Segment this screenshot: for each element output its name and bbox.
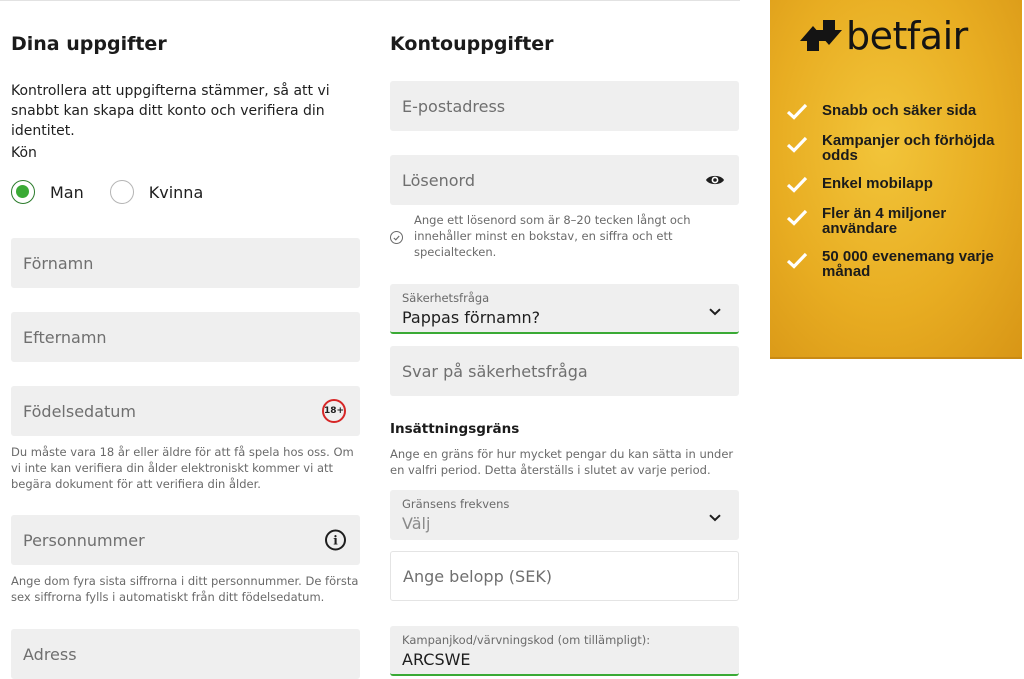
promo-code-label: Kampanjkod/värvningskod (om tillämpligt): <box>402 633 651 647</box>
promo-feature-text: Enkel mobilapp <box>822 175 933 192</box>
deposit-amount-placeholder: Ange belopp (SEK) <box>403 566 553 586</box>
radio-checked-icon <box>11 180 35 204</box>
personal-number-input[interactable] <box>11 515 360 565</box>
betfair-logo-text: betfair <box>846 14 968 58</box>
gender-radio-man[interactable] <box>11 180 84 204</box>
security-question-label: Säkerhetsfråga <box>402 291 490 305</box>
info-icon-glyph: i <box>325 530 346 551</box>
checkmark-icon <box>786 252 808 269</box>
checkmark-icon <box>786 103 808 120</box>
age-18-icon <box>322 399 346 423</box>
password-input[interactable] <box>390 155 739 205</box>
promo-code-input[interactable] <box>390 626 739 676</box>
limit-frequency-label: Gränsens frekvens <box>402 497 510 511</box>
password-placeholder: Lösenord <box>402 170 475 190</box>
betfair-promo-panel <box>770 0 1022 359</box>
birthdate-input[interactable] <box>11 386 360 436</box>
address-input[interactable] <box>11 629 360 679</box>
gender-radio-kvinna[interactable] <box>110 180 204 204</box>
last-name-input[interactable] <box>11 312 360 362</box>
promo-feature-text: Snabb och säker sida <box>822 102 977 119</box>
deposit-amount-input[interactable] <box>390 551 739 601</box>
promo-feature-text: Fler än 4 miljoner användare <box>822 205 947 237</box>
limit-frequency-value: Välj <box>402 514 431 533</box>
checkmark-icon <box>786 136 808 153</box>
personal-details-title: Dina uppgifter <box>11 33 167 55</box>
last-name-placeholder: Efternamn <box>23 327 107 347</box>
info-icon[interactable] <box>325 530 346 551</box>
radio-unchecked-icon <box>110 180 134 204</box>
gender-radio-man-label: Man <box>50 182 84 202</box>
email-input[interactable] <box>390 81 739 131</box>
password-hint-text: Ange ett lösenord som är 8–20 tecken långt och innehåller minst en bokstav, en siffra och ett specialtecken. <box>414 213 691 259</box>
betfair-arrows-icon <box>800 20 842 52</box>
promo-feature <box>786 103 1011 120</box>
checkmark-icon <box>786 176 808 193</box>
security-answer-input[interactable] <box>390 346 739 396</box>
email-placeholder: E-postadress <box>402 96 506 116</box>
personal-number-help-text: Ange dom fyra sista siffrorna i ditt personnummer. De första sex siffrorna fylls i automatiskt från ditt födelsedatum. <box>11 574 359 604</box>
promo-feature <box>786 206 1011 236</box>
security-answer-placeholder: Svar på säkerhetsfråga <box>402 361 588 381</box>
account-details-title: Kontouppgifter <box>390 33 554 55</box>
chevron-down-icon <box>709 507 721 526</box>
promo-code-value: ARCSWE <box>402 650 471 669</box>
limit-frequency-select[interactable] <box>390 490 739 540</box>
personal-number-placeholder: Personnummer <box>23 530 145 550</box>
first-name-placeholder: Förnamn <box>23 253 94 273</box>
age-badge: 18+ <box>322 399 346 423</box>
birthdate-placeholder: Födelsedatum <box>23 401 137 421</box>
birthdate-help-text: Du måste vara 18 år eller äldre för att få spela hos oss. Om vi inte kan verifiera din ålder elektroniskt kommer vi att begära dokument för att verifiera din ålder. <box>11 445 354 491</box>
betfair-logo <box>800 14 968 58</box>
personal-details-intro: Kontrollera att uppgifterna stämmer, så att vi snabbt kan skapa ditt konto och verifiera din identitet. <box>11 83 330 139</box>
first-name-input[interactable] <box>11 238 360 288</box>
gender-radio-group <box>11 180 203 204</box>
promo-feature <box>786 133 1011 163</box>
promo-feature-text: 50 000 evenemang varje månad <box>822 248 994 280</box>
eye-icon[interactable] <box>705 173 725 187</box>
security-question-value: Pappas förnamn? <box>402 308 541 327</box>
checkmark-icon <box>786 209 808 226</box>
top-divider <box>0 0 740 1</box>
chevron-down-icon <box>709 301 721 320</box>
promo-feature-text: Kampanjer och förhöjda odds <box>822 132 995 164</box>
check-circle-icon <box>390 231 403 244</box>
gender-label: Kön <box>11 145 37 161</box>
promo-feature-list <box>786 103 1011 292</box>
promo-feature <box>786 249 1011 279</box>
password-hint <box>390 212 739 260</box>
security-question-select[interactable] <box>390 284 739 334</box>
deposit-limit-title: Insättningsgräns <box>390 421 520 437</box>
gender-radio-kvinna-label: Kvinna <box>148 182 204 202</box>
promo-feature <box>786 176 1011 193</box>
address-placeholder: Adress <box>23 644 77 664</box>
deposit-limit-help-text: Ange en gräns för hur mycket pengar du kan sätta in under en valfri period. Detta återställs i slutet av varje period. <box>390 447 734 477</box>
